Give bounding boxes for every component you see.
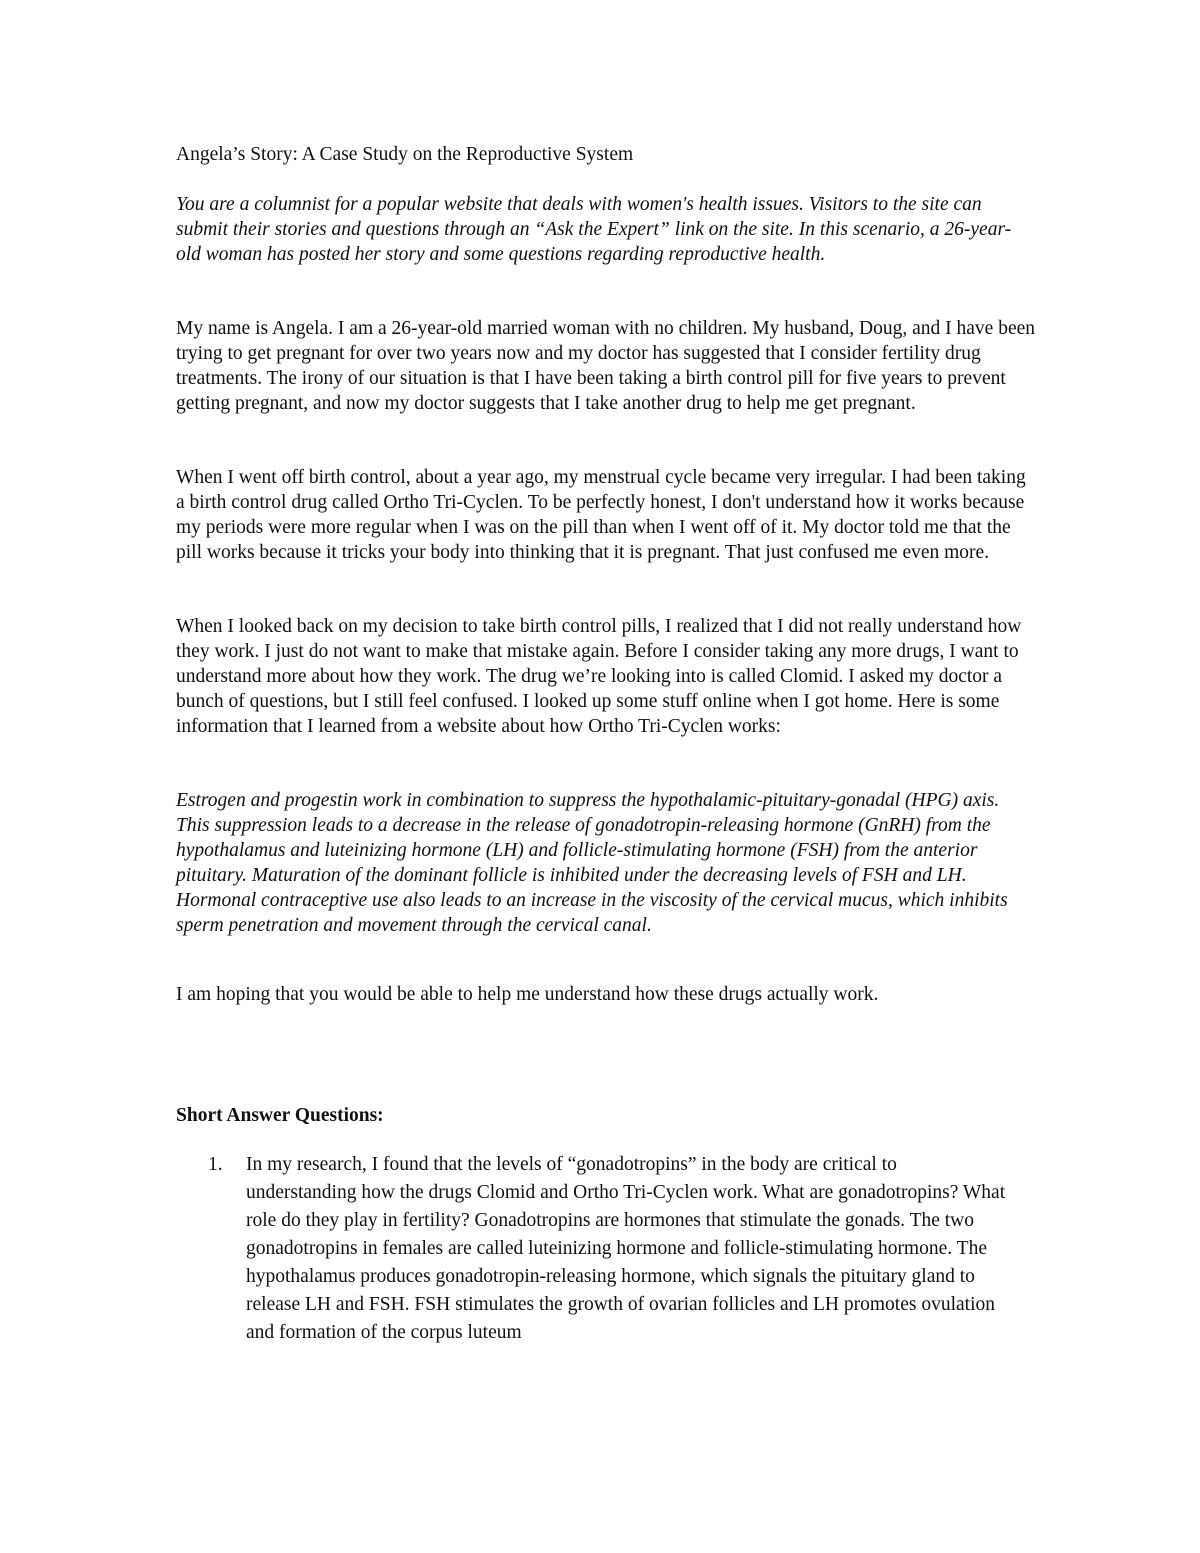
intro-paragraph: You are a columnist for a popular website that deals with women's health issues. Visitors to the site can submit their stories and questions through an “Ask the Expert” link on the site. In this scenario, a 26-year-old woman has posted her story and some questions regarding reproductive health.	[176, 194, 1012, 265]
document-title: Angela’s Story: A Case Study on the Reproductive System	[176, 144, 634, 165]
question-number: 1.	[208, 1154, 223, 1175]
story-paragraph-2: When I went off birth control, about a year ago, my menstrual cycle became very irregular. I had been taking a birth control drug called Ortho Tri-Cyclen. To be perfectly honest, I don't understand how it works because my periods were more regular when I was on the pill than when I went off of it. My doctor told me that the pill works because it tricks your body into thinking that it is pregnant. That just confused me even more.	[176, 467, 1026, 563]
closing-paragraph: I am hoping that you would be able to help me understand how these drugs actually work.	[176, 984, 879, 1005]
questions-heading: Short Answer Questions:	[176, 1105, 384, 1126]
story-paragraph-1: My name is Angela. I am a 26-year-old married woman with no children. My husband, Doug, and I have been trying to get pregnant for over two years now and my doctor has suggested that I consider fertility drug treatments. The irony of our situation is that I have been taking a birth control pill for five years to prevent getting pregnant, and now my doctor suggests that I take another drug to help me get pregnant.	[176, 318, 1035, 414]
quote-paragraph: Estrogen and progestin work in combination to suppress the hypothalamic-pituitary-gonadal (HPG) axis. This suppression leads to a decrease in the release of gonadotropin-releasing hormone (GnRH) from the hypothalamus and luteinizing hormone (LH) and follicle-stimulating hormone (FSH) from the anterior pituitary. Maturation of the dominant follicle is inhibited under the decreasing levels of FSH and LH. Hormonal contraceptive use also leads to an increase in the viscosity of the cervical mucus, which inhibits sperm penetration and movement through the cervical canal.	[176, 790, 1008, 936]
story-paragraph-3: When I looked back on my decision to take birth control pills, I realized that I did not really understand how they work. I just do not want to make that mistake again. Before I consider taking any more drugs, I want to understand more about how they work. The drug we’re looking into is called Clomid. I asked my doctor a bunch of questions, but I still feel confused. I looked up some stuff online when I got home. Here is some information that I learned from a website about how Ortho Tri-Cyclen works:	[176, 616, 1022, 737]
question-text: In my research, I found that the levels of “gonadotropins” in the body are critical to understanding how the drugs Clomid and Ortho Tri-Cyclen work. What are gonadotropins? What role do they play in fertility? Gonadotropins are hormones that stimulate the gonads. The two gonadotropins in females are called luteinizing hormone and follicle-stimulating hormone. The hypothalamus produces gonadotropin-releasing hormone, which signals the pituitary gland to release LH and FSH. FSH stimulates the growth of ovarian follicles and LH promotes ovulation and formation of the corpus luteum	[246, 1154, 1006, 1343]
